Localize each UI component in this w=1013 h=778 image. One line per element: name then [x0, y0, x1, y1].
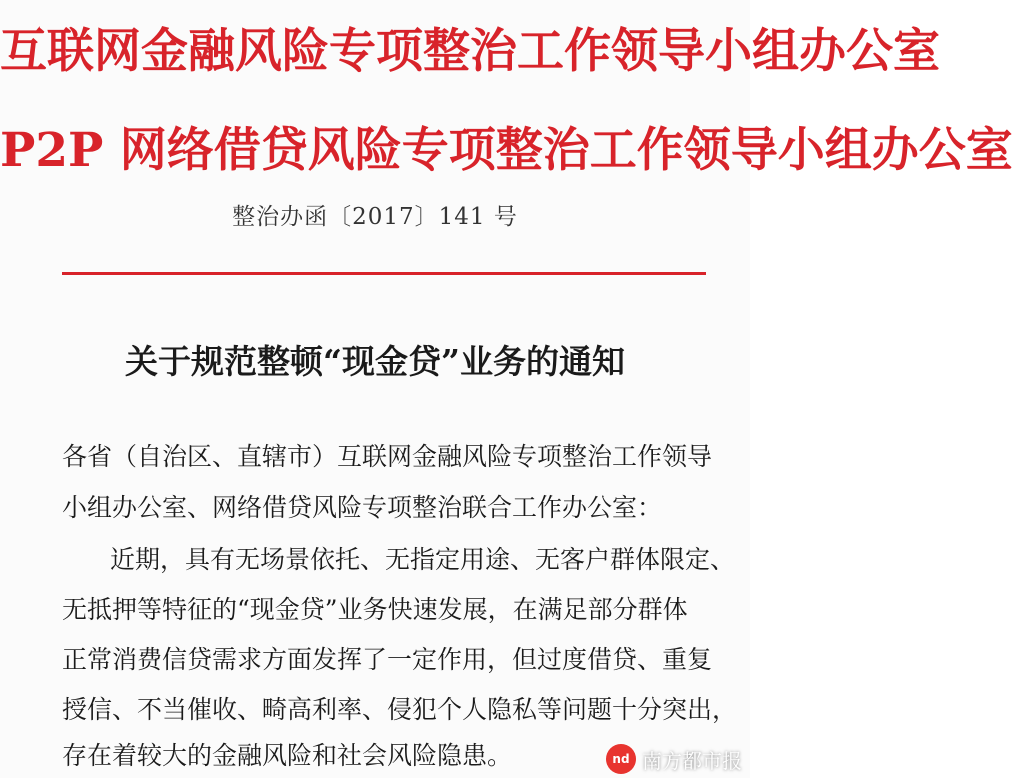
body-line: 正常消费信贷需求方面发挥了一定作用，但过度借贷、重复	[62, 645, 713, 674]
newspaper-logo-icon: nd	[606, 744, 636, 774]
body-line: 无抵押等特征的“现金贷”业务快速发展，在满足部分群体	[62, 595, 688, 624]
document-number: 整治办函〔2017〕141 号	[232, 204, 518, 230]
source-watermark	[606, 744, 742, 774]
body-line: 存在着较大的金融风险和社会风险隐患。	[62, 741, 513, 770]
body-line: 授信、不当催收、畸高利率、侵犯个人隐私等问题十分突出，	[62, 695, 738, 724]
issuing-office-2: P2P 网络借贷风险专项整治工作领导小组办公室	[0, 123, 1013, 178]
body-line: 近期，具有无场景依托、无指定用途、无客户群体限定、	[110, 545, 736, 574]
red-divider-line	[62, 272, 706, 275]
notice-title: 关于规范整顿“现金贷”业务的通知	[125, 342, 625, 381]
body-line: 各省（自治区、直辖市）互联网金融风险专项整治工作领导	[62, 442, 713, 471]
watermark-source-text: 南方都市报	[642, 748, 742, 773]
issuing-office-1: 互联网金融风险专项整治工作领导小组办公室	[0, 24, 940, 79]
body-line: 小组办公室、网络借贷风险专项整治联合工作办公室：	[62, 493, 663, 522]
